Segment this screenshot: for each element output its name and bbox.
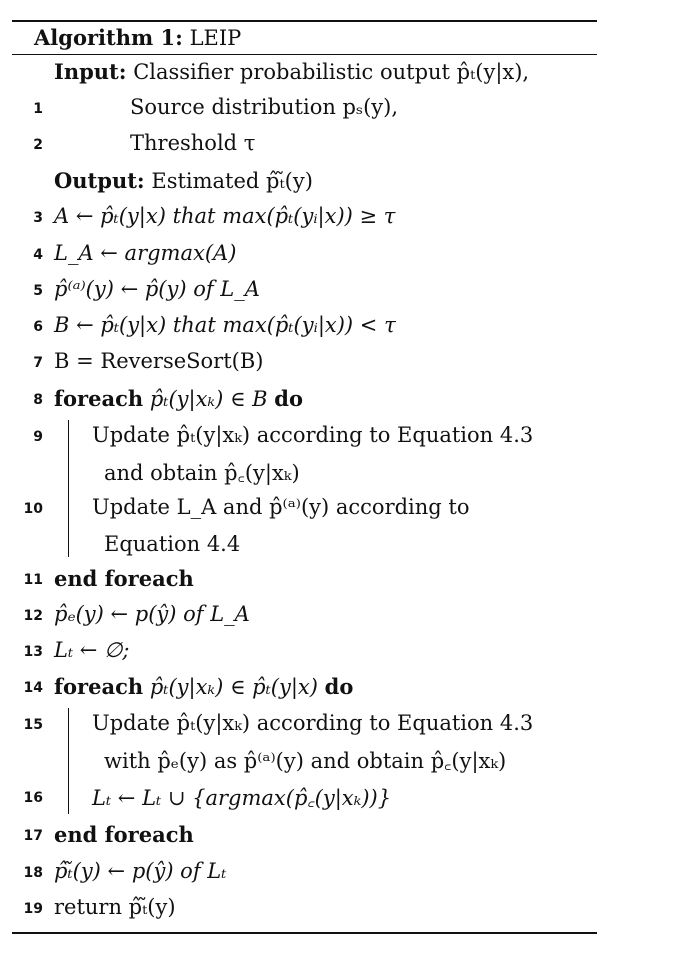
line-text: Lₜ ← ∅; [54,638,130,662]
line-number: 3 [33,210,43,226]
output-label: Output: [54,168,145,193]
algorithm-block [12,20,597,935]
algo-line-5 [12,274,597,308]
line-number: 5 [33,283,43,299]
title-rule [12,54,597,55]
algo-line-3 [12,201,597,235]
line-number: 9 [33,429,43,445]
bottom-rule [12,932,597,934]
algo-line-10-cont [12,529,597,563]
line-number: 10 [23,501,43,517]
keyword-end-foreach: end foreach [54,566,194,591]
algo-line-18 [12,856,597,890]
algo-line-4 [12,238,597,272]
algo-line-17 [12,819,597,853]
input-line [12,56,597,90]
keyword-do: do [274,386,303,411]
line-text: B ← p̂ₜ(y|x) that max(p̂ₜ(yᵢ|x)) < τ [54,313,396,337]
line-text: Update L_A and p̂⁽ᵃ⁾(y) according to [92,495,470,519]
algo-line-13 [12,635,597,669]
input-text-2: Source distribution pₛ(y), [130,95,398,119]
algo-line-12 [12,599,597,633]
line-text: A ← p̂ₜ(y|x) that max(p̂ₜ(yᵢ|x)) ≥ τ [54,204,396,228]
line-number: 2 [33,137,43,153]
algo-line-10 [12,492,597,526]
line-text-cont: and obtain p̂꜀(y|xₖ) [104,461,300,485]
line-text: p̂ₜ(y|xₖ) ∈ B [149,387,268,411]
algo-line-16 [12,781,597,815]
line-number: 19 [23,901,43,917]
line-text: Lₜ ← Lₜ ∪ {argmax(p̂꜀(y|xₖ))} [92,786,392,810]
title-label: Algorithm 1: [34,25,183,50]
line-number: 15 [23,717,43,733]
line-number: 12 [23,608,43,624]
line-number: 7 [33,355,43,371]
algo-line-14 [12,671,597,705]
keyword-do: do [324,674,354,699]
keyword-foreach: foreach [54,386,144,411]
algo-line-1 [12,92,597,126]
line-number: 16 [23,790,43,806]
line-text-cont: with p̂ₑ(y) as p̂⁽ᵃ⁾(y) and obtain p̂꜀(y|xₖ) [104,749,507,773]
line-text: L_A ← argmax(A) [54,241,237,265]
algo-line-9-cont [12,456,597,490]
line-text: return p̂ₜ̃(y) [54,895,176,919]
title-name: LEIP [189,26,242,50]
line-text: Update p̂ₜ(y|xₖ) according to Equation 4.3 [92,423,534,447]
line-text: B = ReverseSort(B) [54,349,264,373]
output-line [12,165,597,199]
algo-line-2 [12,128,597,162]
output-text: Estimated p̂ₜ̃(y) [151,169,313,193]
keyword-foreach: foreach [54,674,144,699]
line-number: 4 [33,247,43,263]
algo-line-19 [12,892,597,926]
input-text-3: Threshold τ [130,131,256,155]
algo-line-9 [12,420,597,454]
line-number: 6 [33,319,43,335]
input-text-1: Classifier probabilistic output p̂ₜ(y|x), [133,60,530,84]
algo-line-11 [12,563,597,597]
keyword-end-foreach: end foreach [54,822,194,847]
line-text: p̂⁽ᵃ⁾(y) ← p̂(y) of L_A [54,277,260,301]
line-number: 1 [33,101,43,117]
line-number: 8 [33,392,43,408]
line-text: p̂ₜ̃(y) ← p(ŷ) of Lₜ [54,859,227,883]
line-number: 18 [23,865,43,881]
line-text-cont: Equation 4.4 [104,532,241,556]
algo-line-8 [12,383,597,417]
line-text: Update p̂ₜ(y|xₖ) according to Equation 4.3 [92,711,534,735]
algo-line-15-cont [12,744,597,778]
input-label: Input: [54,59,127,84]
line-number: 13 [23,644,43,660]
line-text: p̂ₑ(y) ← p(ŷ) of L_A [54,602,250,626]
algo-line-15 [12,708,597,742]
line-text: p̂ₜ(y|xₖ) ∈ p̂ₜ(y|x) [149,675,318,699]
line-number: 14 [23,680,43,696]
algo-line-6 [12,310,597,344]
line-number: 11 [23,572,43,588]
algo-line-7 [12,346,597,380]
line-number: 17 [23,828,43,844]
algorithm-title [12,22,597,56]
